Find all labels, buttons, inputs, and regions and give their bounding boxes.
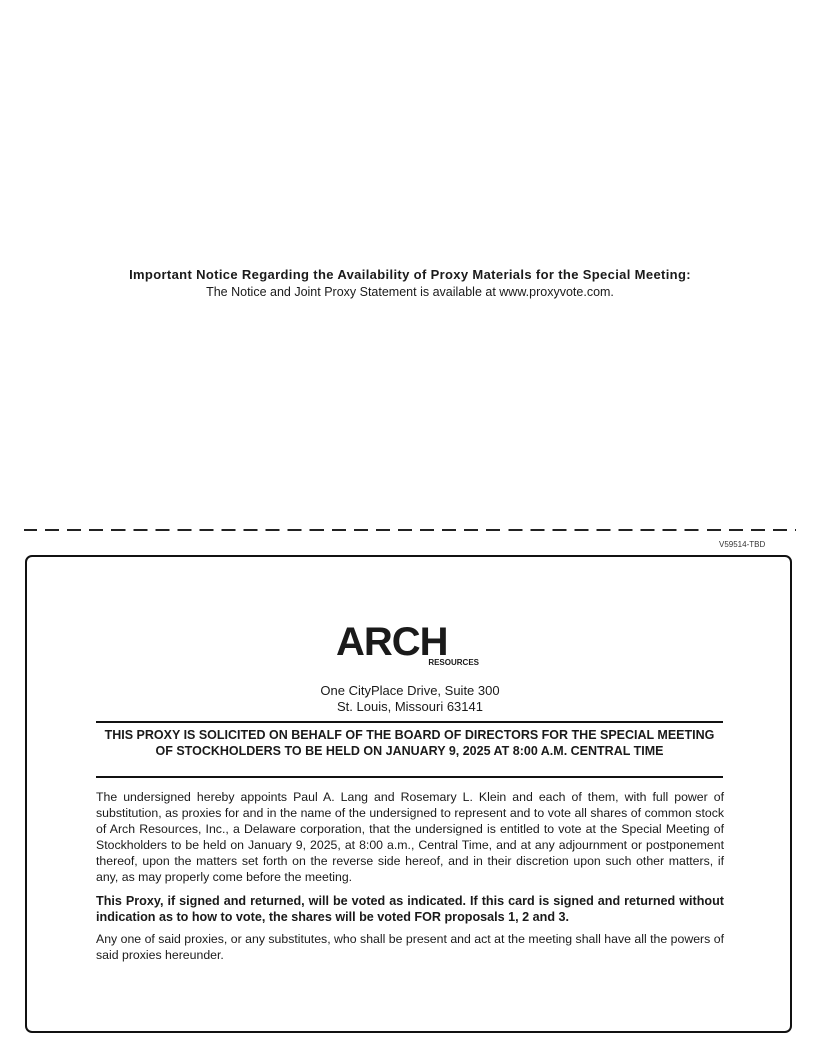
logo-wordmark: ARCH — [336, 621, 448, 664]
notice-title: Important Notice Regarding the Availability of Proxy Materials for the Special Meeting: — [129, 267, 691, 282]
company-address — [0, 683, 820, 715]
address-line-1: One CityPlace Drive, Suite 300 — [320, 683, 500, 698]
address-line-2: St. Louis, Missouri 63141 — [337, 699, 483, 714]
arch-logo-graphic — [336, 621, 486, 671]
heading-rule-top — [96, 721, 723, 723]
logo-tagline: RESOURCES — [428, 658, 479, 667]
proxy-heading — [96, 727, 723, 759]
availability-notice — [0, 266, 820, 300]
heading-line-1: THIS PROXY IS SOLICITED ON BEHALF OF THE BOARD OF DIRECTORS FOR THE SPECIAL MEETING — [104, 728, 715, 742]
appointment-paragraph: The undersigned hereby appoints Paul A. Lang and Rosemary L. Klein and each of them, with full power of substitution, as proxies for and in the name of the undersigned to represent and to vote all shares of common stock of Arch Resources, Inc., a Delaware corporation, that the undersigned is entitled to vote at the Special Meeting of Stockholders to be held on January 9, 2025, at 8:00 a.m., Central Time, and at any adjournment or postponement thereof, upon the matters set forth on the reverse side hereof, and in their discretion upon such other matters, if any, as may properly come before the meeting. — [96, 790, 724, 884]
document-code: V59514-TBD — [719, 540, 766, 549]
detach-cut-line — [24, 529, 796, 531]
voting-instructions-paragraph: This Proxy, if signed and returned, will be voted as indicated. If this card is signed and returned without indication as to how to vote, the shares will be voted FOR proposals 1, 2 and 3. — [96, 894, 724, 924]
proxy-powers-paragraph: Any one of said proxies, or any substitutes, who shall be present and act at the meeting shall have all the powers of said proxies hereunder. — [96, 932, 724, 962]
heading-rule-bottom — [96, 776, 723, 778]
heading-line-2: OF STOCKHOLDERS TO BE HELD ON JANUARY 9, 2025 AT 8:00 A.M. CENTRAL TIME — [155, 744, 664, 758]
arch-resources-logo — [336, 621, 486, 671]
notice-text: The Notice and Joint Proxy Statement is available at www.proxyvote.com. — [206, 285, 614, 299]
